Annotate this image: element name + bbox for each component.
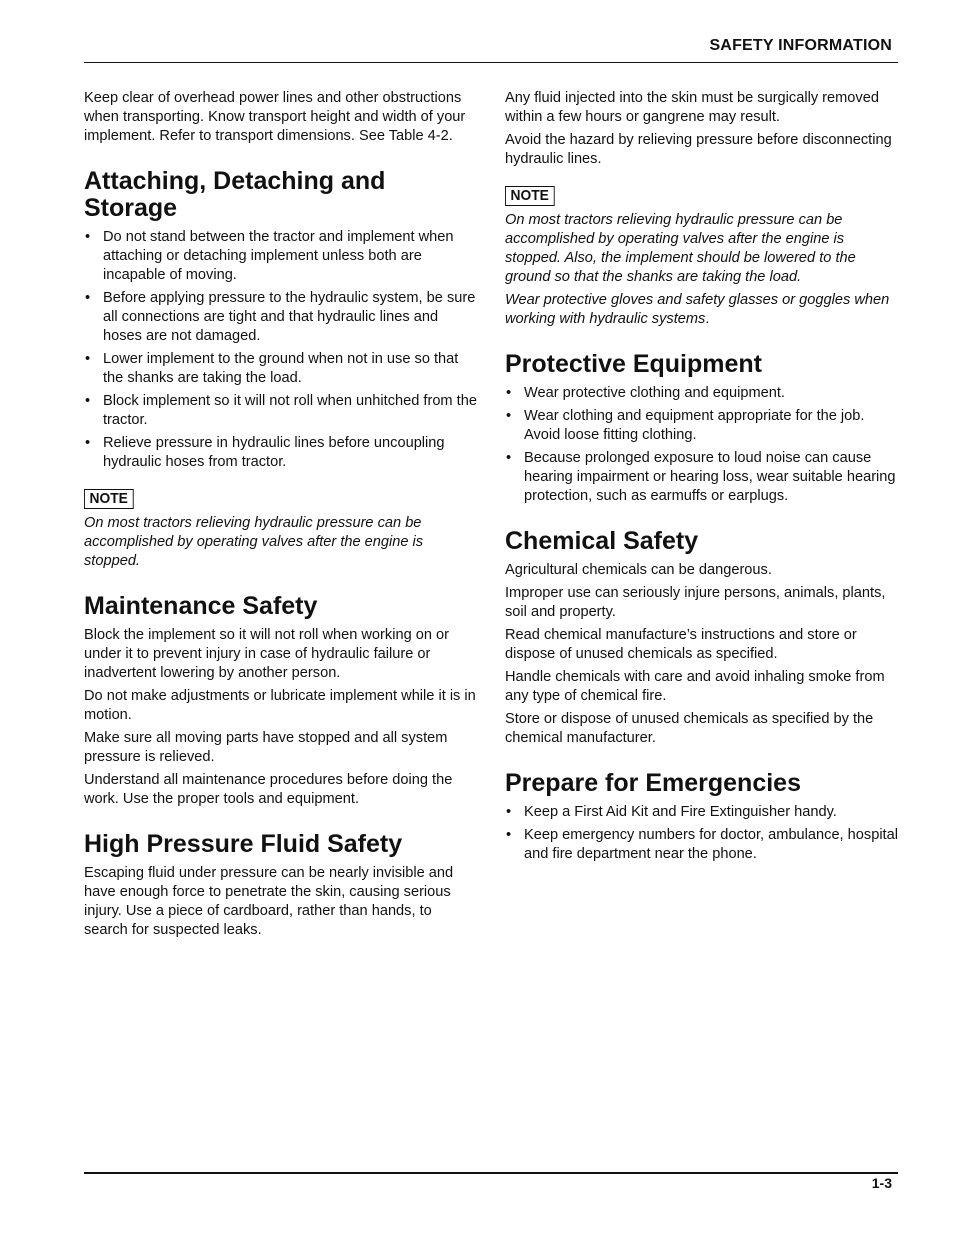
note-text-period: . [705, 311, 710, 327]
chemical-heading: Chemical Safety [505, 527, 699, 555]
list-item: • Keep emergency numbers for doctor, ambulance, hospital and fire department near the phone. [505, 826, 900, 864]
list-item: • Do not stand between the tractor and implement when attaching or detaching implement unless both are incapable of moving. [84, 228, 479, 285]
protective-bullet-list [505, 384, 900, 506]
header-rule [84, 62, 898, 63]
page-header-title: SAFETY INFORMATION [709, 37, 892, 54]
note-text [505, 291, 900, 329]
chemical-paragraph: Improper use can seriously injure persons, animals, plants, soil and property. [505, 585, 886, 620]
transport-intro-paragraph: Keep clear of overhead power lines and other obstructions when transporting. Know transport height and width of your implement. Refer to transport dimensions. See Table 4-2. [84, 90, 466, 144]
emergencies-heading: Prepare for Emergencies [505, 769, 801, 797]
protective-heading: Protective Equipment [505, 350, 762, 378]
chemical-paragraph: Store or dispose of unused chemicals as specified by the chemical manufacturer. [505, 711, 874, 746]
chemical-paragraph: Handle chemicals with care and avoid inhaling smoke from any type of chemical fire. [505, 669, 885, 704]
chemical-paragraph: Read chemical manufacture’s instructions and store or dispose of unused chemicals as specified. [505, 627, 857, 662]
fluid-paragraph: Avoid the hazard by relieving pressure before disconnecting hydraulic lines. [505, 132, 892, 167]
note-text-italic: Wear protective gloves and safety glasses or goggles when working with hydraulic systems [505, 292, 890, 327]
attaching-heading: Attaching, Detaching and Storage [84, 167, 386, 222]
maintenance-paragraph: Make sure all moving parts have stopped and all system pressure is relieved. [84, 730, 448, 765]
list-item: • Relieve pressure in hydraulic lines before uncoupling hydraulic hoses from tractor. [84, 434, 479, 472]
list-item: • Wear clothing and equipment appropriate for the job. Avoid loose fitting clothing. [505, 407, 900, 445]
chemical-paragraph: Agricultural chemicals can be dangerous. [505, 562, 772, 578]
list-item: • Block implement so it will not roll when unhitched from the tractor. [84, 392, 479, 430]
footer-rule [84, 1172, 898, 1174]
maintenance-paragraph: Understand all maintenance procedures before doing the work. Use the proper tools and equipment. [84, 772, 453, 807]
note-text: On most tractors relieving hydraulic pressure can be accomplished by operating valves after the engine is stopped. Also, the implement should be lowered to the ground so that the shanks are taking the load. [505, 212, 856, 285]
maintenance-paragraph: Do not make adjustments or lubricate implement while it is in motion. [84, 688, 476, 723]
list-item: • Keep a First Aid Kit and Fire Extinguisher handy. [505, 803, 900, 822]
fluid-paragraph: Any fluid injected into the skin must be surgically removed within a few hours or gangrene may result. [505, 90, 879, 125]
list-item: • Wear protective clothing and equipment. [505, 384, 900, 403]
maintenance-paragraph: Block the implement so it will not roll when working on or under it to prevent injury in case of hydraulic failure or inadvertent lowering by another person. [84, 627, 450, 681]
note-label-box: NOTE [505, 186, 554, 206]
list-item: • Lower implement to the ground when not in use so that the shanks are taking the load. [84, 350, 479, 388]
emergencies-bullet-list [505, 803, 900, 864]
left-column [84, 89, 479, 944]
high-pressure-heading: High Pressure Fluid Safety [84, 830, 403, 858]
attaching-bullet-list [84, 228, 479, 472]
right-column [505, 89, 900, 868]
page-number: 1-3 [871, 1175, 892, 1191]
note-text: On most tractors relieving hydraulic pressure can be accomplished by operating valves after the engine is stopped. [84, 515, 424, 569]
maintenance-heading: Maintenance Safety [84, 592, 318, 620]
note-label-box: NOTE [84, 489, 133, 509]
high-pressure-paragraph: Escaping fluid under pressure can be nearly invisible and have enough force to penetrate the skin, causing serious injury. Use a piece of cardboard, rather than hands, to search for suspected leaks. [84, 865, 454, 938]
list-item: • Because prolonged exposure to loud noise can cause hearing impairment or hearing loss, wear suitable hearing protection, such as earmuffs or earplugs. [505, 449, 900, 506]
list-item: • Before applying pressure to the hydraulic system, be sure all connections are tight and that hydraulic lines and hoses are not damaged. [84, 289, 479, 346]
